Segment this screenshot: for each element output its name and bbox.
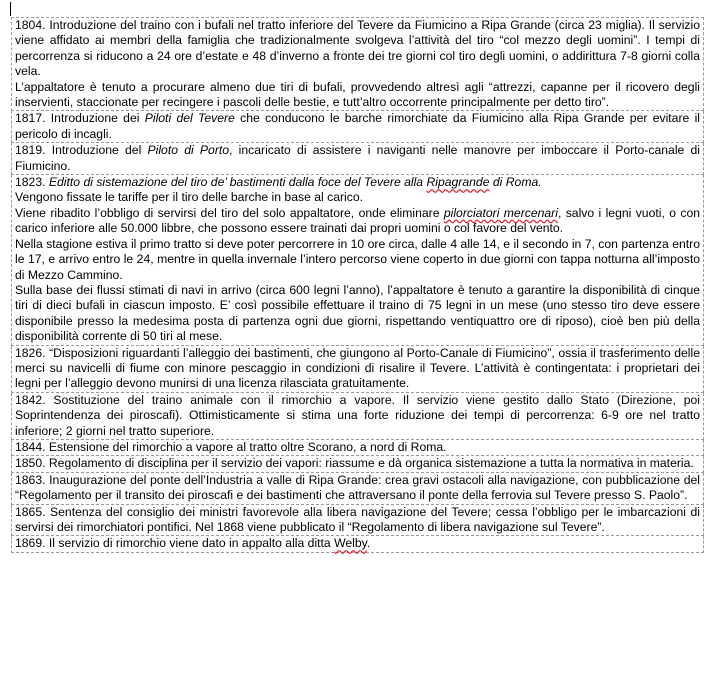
entry-cell[interactable]	[12, 439, 704, 455]
text-run: .	[366, 536, 371, 551]
entry-cell[interactable]	[12, 175, 704, 345]
text-run: Nella stagione estiva il primo tratto si deve poter percorrere in 10 ore circa, dalle 4 alle 14, e il secondo in 7, con partenza entro le 17, e arrivo entro le 24, mentre in quella invernale l’intero percorso viene coperto in due giorni con tappa notturna all’imposto di Mezzo Cammino.	[15, 236, 700, 282]
text-run: 1826. “Disposizioni riguardanti l’alleggio dei bastimenti, che giungono al Porto-Canale di Fiumicino”, ossia il trasferimento delle merci su navicelli di fiume con minore pescaggio in condizioni di risalire il Tevere. L’attività è contingentata: i proprietari dei legni per l’alleggio devono munirsi di una licenza rilasciata gratuitamente.	[15, 345, 700, 391]
entry-paragraph	[15, 111, 700, 142]
entry-paragraph	[15, 80, 700, 111]
italic-text: Editto di sistemazione del tiro de’ bastimenti dalla foce del Tevere alla	[48, 175, 427, 190]
text-run: Vengono fissate le tariffe per il tiro delle barche in base al carico.	[15, 190, 363, 205]
table-row	[12, 504, 704, 536]
text-run: 1863. Inaugurazione del ponte dell’Industria a valle di Ripa Grande: crea gravi ostacoli alla navigazione, con pubblicazione del “Regolamento per il transito dei piroscafi e dei bastimenti che attraversano il ponte della ferrovia sul Tevere presso S. Paolo”.	[15, 472, 700, 503]
table-row	[12, 111, 704, 143]
text-run: 1823.	[15, 175, 49, 190]
entry-paragraph	[15, 456, 700, 471]
text-run: 1865. Sentenza del consiglio dei ministri favorevole alla libera navigazione del Tevere; cessa l’obbligo per le imbarcazioni di servirsi dei rimorchiatori pontifici. Nel 1868 viene pubblicato il “Regolamento di libera navigazione sul Tevere”.	[15, 504, 700, 534]
chronology-table	[11, 17, 704, 553]
entry-paragraph	[15, 440, 700, 455]
entry-paragraph	[15, 18, 700, 80]
text-run: L’appaltatore è tenuto a procurare almeno due tiri di bufali, provvedendo altresì agli “attrezzi, capanne per il ricovero degli inservienti, staccionate per recingere i pascoli delle bestie, e tutt’altro occorrente principalmente per detto tiro”.	[15, 79, 700, 110]
entry-cell[interactable]	[12, 392, 704, 439]
table-row	[12, 143, 704, 175]
spellcheck-flagged-text: Welby	[334, 536, 367, 551]
spellcheck-flagged-text: pilorciatori mercenari	[443, 205, 558, 220]
text-run: 1844. Estensione del rimorchio a vapore al tratto oltre Scorano, a nord di Roma.	[15, 439, 447, 454]
entry-cell[interactable]	[12, 504, 704, 536]
table-row	[12, 472, 704, 504]
table-row	[12, 175, 704, 345]
entry-cell[interactable]	[12, 456, 704, 472]
entry-paragraph	[15, 237, 700, 283]
entry-paragraph	[15, 143, 700, 174]
table-row	[12, 392, 704, 439]
text-run: Viene ribadito l’obbligo di servirsi del tiro del solo appaltatore, onde eliminare	[15, 205, 444, 220]
text-run: 1850. Regolamento di disciplina per il servizio dei vapori: riassume e dà organica sistemazione a tutta la normativa in materia.	[15, 456, 694, 471]
entry-paragraph	[15, 283, 700, 345]
spellcheck-flagged-text: Ripagrande	[426, 175, 490, 190]
entry-paragraph	[15, 536, 700, 551]
entry-paragraph	[15, 206, 700, 237]
entry-paragraph	[15, 190, 700, 205]
entry-paragraph	[15, 346, 700, 392]
italic-text: Piloto di Porto	[147, 143, 230, 158]
table-row	[12, 536, 704, 552]
entry-paragraph	[15, 175, 700, 190]
table-row	[12, 456, 704, 472]
text-run: 1817. Introduzione dei	[15, 111, 145, 126]
text-run: 1819. Introduzione del	[15, 143, 148, 158]
text-run: Sulla base dei flussi stimati di navi in arrivo (circa 600 legni l’anno), l’appaltatore è tenuto a garantire la disponibilità di cinque tiri di dieci bufali in ciascun imposto. E’ così possibile effettuare il traino di 75 legni in un mese (uno stesso tiro deve essere disponibile presso la medesima posta di partenza ogni due giorni, rispettando ventiquattro ore di riposo), cioè ben più della disponibilità corrente di 50 tiri al mese.	[15, 282, 700, 344]
italic-text: Piloti del Tevere	[144, 111, 235, 126]
text-run: , incaricato di assistere i naviganti nelle manovre per imboccare il Porto-canale di Fiumicino.	[15, 143, 701, 173]
entry-cell[interactable]	[12, 536, 704, 552]
entry-cell[interactable]	[12, 18, 704, 111]
entry-paragraph	[15, 393, 700, 439]
entry-cell[interactable]	[12, 111, 704, 143]
text-run: 1842. Sostituzione del traino animale con il rimorchio a vapore. Il servizio viene gestito dallo Stato (Direzione, poi Soprintendenza dei piroscafi). Ottimisticamente si stima una forte riduzione dei tempi di percorrenza: 6-9 ore nel tratto inferiore; 2 giorni nel tratto superiore.	[15, 392, 700, 438]
table-row	[12, 18, 704, 111]
text-run: , salvo i legni vuoti, o con carico inferiore alle 50.000 libbre, che possono essere trainati dai propri uomini o col favore del vento.	[15, 205, 700, 236]
text-run: 1804. Introduzione del traino con i bufali nel tratto inferiore del Tevere da Fiumicino a Ripa Grande (circa 23 miglia). Il servizio viene affidato ai membri della famiglia che tradizionalmente svolgeva l’attività del tiro “col mezzo degli uomini”. I tempi di percorrenza si riducono a 24 ore d’estate e 48 d’inverno a fronte dei tre giorni col tiro degli uomini, o addirittura 7-8 giorni colla vela.	[15, 18, 700, 79]
entry-cell[interactable]	[12, 345, 704, 392]
text-run: 1869. Il servizio di rimorchio viene dato in appalto alla ditta	[15, 536, 335, 551]
entry-cell[interactable]	[12, 143, 704, 175]
table-row	[12, 439, 704, 455]
text-cursor	[10, 2, 11, 16]
entry-paragraph	[15, 505, 700, 536]
italic-text: di Roma.	[489, 175, 542, 190]
text-run: che conducono le barche rimorchiate da Fiumicino alla Ripa Grande per evitare il pericolo di incagli.	[15, 111, 700, 141]
entry-paragraph	[15, 473, 700, 504]
table-row	[12, 345, 704, 392]
chronology-table-body	[12, 18, 704, 553]
entry-cell[interactable]	[12, 472, 704, 504]
